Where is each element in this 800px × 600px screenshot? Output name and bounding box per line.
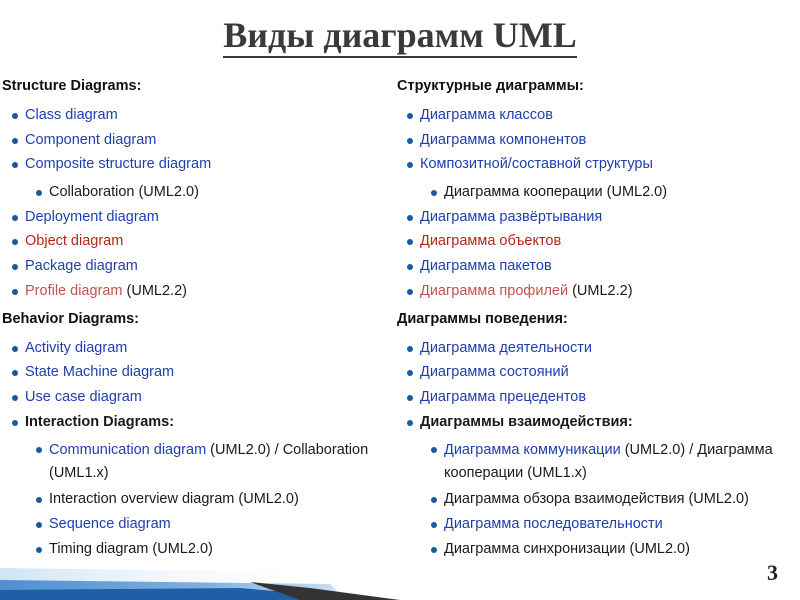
- list-item: [397, 279, 800, 304]
- list-item: [397, 360, 800, 385]
- list-item: [397, 103, 800, 128]
- bullet-icon: [12, 239, 18, 245]
- interaction-overview-label: Interaction overview diagram (UML2.0): [49, 491, 299, 508]
- bullet-icon: [36, 497, 42, 503]
- list-item: [2, 152, 387, 177]
- list-item: [2, 254, 387, 279]
- list-item: [397, 254, 800, 279]
- bullet-icon: [36, 547, 42, 553]
- class-diagram-link-ru[interactable]: Диаграмма классов: [420, 107, 553, 123]
- component-diagram-link-ru[interactable]: Диаграмма компонентов: [420, 131, 587, 148]
- bullet-icon: [12, 215, 18, 221]
- bullet-icon: [12, 370, 18, 376]
- bullet-icon: [36, 190, 42, 196]
- list-item: [397, 410, 800, 435]
- list-item: [2, 279, 387, 304]
- bullet-icon: [12, 289, 18, 295]
- bullet-icon: [407, 113, 413, 119]
- list-item: [2, 180, 387, 205]
- structure-diagrams-heading: Structure Diagrams:: [2, 78, 142, 94]
- package-diagram-link-ru[interactable]: Диаграмма пакетов: [420, 258, 552, 275]
- list-item: [397, 180, 800, 205]
- bullet-icon: [407, 395, 413, 401]
- profile-diagram-link[interactable]: Profile diagram: [25, 282, 123, 299]
- bullet-icon: [407, 239, 413, 245]
- list-item: [2, 205, 387, 230]
- english-column: [2, 74, 387, 561]
- uml-version-label: (UML2.2): [568, 282, 633, 299]
- page-number: 3: [767, 560, 778, 585]
- russian-column: [397, 74, 800, 561]
- bullet-icon: [407, 138, 413, 144]
- list-item: [2, 229, 387, 254]
- profile-diagram-link-ru[interactable]: Диаграмма профилей: [420, 282, 569, 299]
- behavior-diagrams-heading-ru: Диаграммы поведения:: [397, 310, 568, 327]
- list-item: [2, 437, 387, 487]
- list-item: [2, 103, 387, 128]
- bullet-icon: [36, 447, 42, 453]
- activity-diagram-link-ru[interactable]: Диаграмма деятельности: [420, 339, 592, 356]
- activity-diagram-link[interactable]: Activity diagram: [25, 339, 128, 356]
- sequence-diagram-link-ru[interactable]: Диаграмма последовательности: [444, 515, 663, 532]
- communication-diagram-link[interactable]: Communication diagram: [49, 442, 207, 459]
- list-item: [397, 229, 800, 254]
- use-case-link[interactable]: Use case diagram: [25, 388, 142, 405]
- bullet-icon: [12, 346, 18, 352]
- list-item: [397, 336, 800, 361]
- interaction-overview-label-ru: Диаграмма обзора взаимодействия (UML2.0): [444, 491, 749, 508]
- object-diagram-link-ru[interactable]: Диаграмма объектов: [420, 233, 562, 250]
- deployment-diagram-link[interactable]: Deployment diagram: [25, 208, 159, 225]
- bullet-icon: [407, 162, 413, 168]
- bullet-icon: [407, 215, 413, 221]
- list-item: [397, 385, 800, 410]
- list-item: [397, 537, 800, 562]
- bullet-icon: [407, 346, 413, 352]
- interaction-diagrams-heading: Interaction Diagrams:: [25, 413, 175, 430]
- bullet-icon: [431, 447, 437, 453]
- list-item: [2, 512, 387, 537]
- bullet-icon: [407, 264, 413, 270]
- list-item: [2, 336, 387, 361]
- bullet-icon: [12, 420, 18, 426]
- bullet-icon: [12, 162, 18, 168]
- state-machine-link[interactable]: State Machine diagram: [25, 364, 175, 381]
- list-item: [397, 152, 800, 177]
- composite-structure-link-ru[interactable]: Композитной/составной структуры: [420, 156, 653, 173]
- list-item: [397, 512, 800, 537]
- uml-version-label: (UML2.2): [122, 282, 187, 299]
- behavior-diagrams-heading: Behavior Diagrams:: [2, 310, 139, 327]
- bullet-icon: [407, 289, 413, 295]
- sequence-diagram-link[interactable]: Sequence diagram: [49, 515, 171, 532]
- bullet-icon: [12, 138, 18, 144]
- bullet-icon: [407, 420, 413, 426]
- list-item: [397, 487, 800, 512]
- list-item: [2, 487, 387, 512]
- deployment-diagram-link-ru[interactable]: Диаграмма развёртывания: [420, 208, 603, 225]
- collaboration-label: Collaboration (UML2.0): [49, 184, 199, 201]
- timing-diagram-label-ru: Диаграмма синхронизации (UML2.0): [444, 540, 690, 557]
- bullet-icon: [12, 264, 18, 270]
- collaboration-label-ru: Диаграмма кооперации (UML2.0): [444, 184, 668, 201]
- package-diagram-link[interactable]: Package diagram: [25, 258, 138, 275]
- timing-diagram-label: Timing diagram (UML2.0): [49, 540, 213, 557]
- list-item: [2, 410, 387, 435]
- class-diagram-link[interactable]: Class diagram: [25, 107, 118, 123]
- bullet-icon: [36, 522, 42, 528]
- composite-structure-link[interactable]: Composite structure diagram: [25, 156, 212, 173]
- list-item: [397, 437, 800, 487]
- communication-diagram-link-ru[interactable]: Диаграмма коммуникации: [444, 442, 621, 459]
- bullet-icon: [431, 497, 437, 503]
- bullet-icon: [12, 395, 18, 401]
- uml-version-label: (UML2.0) / Collaboration (UML1.x): [49, 442, 369, 482]
- list-item: [397, 128, 800, 153]
- bullet-icon: [407, 370, 413, 376]
- bullet-icon: [431, 547, 437, 553]
- list-item: [397, 205, 800, 230]
- list-item: [2, 385, 387, 410]
- slide-title: Виды диаграмм UML: [0, 14, 800, 56]
- bullet-icon: [12, 113, 18, 119]
- list-item: [2, 128, 387, 153]
- component-diagram-link[interactable]: Component diagram: [25, 131, 157, 148]
- uml-version-label: (UML2.0) / Диаграмма кооперации (UML1.x): [444, 442, 773, 482]
- bullet-icon: [431, 190, 437, 196]
- object-diagram-link[interactable]: Object diagram: [25, 233, 124, 250]
- list-item: [2, 360, 387, 385]
- footer-ribbon-decoration: [0, 558, 420, 600]
- interaction-diagrams-heading-ru: Диаграммы взаимодействия:: [420, 413, 633, 430]
- use-case-link-ru[interactable]: Диаграмма прецедентов: [420, 388, 587, 405]
- structure-diagrams-heading-ru: Структурные диаграммы:: [397, 78, 584, 94]
- bullet-icon: [431, 522, 437, 528]
- state-machine-link-ru[interactable]: Диаграмма состояний: [420, 364, 569, 381]
